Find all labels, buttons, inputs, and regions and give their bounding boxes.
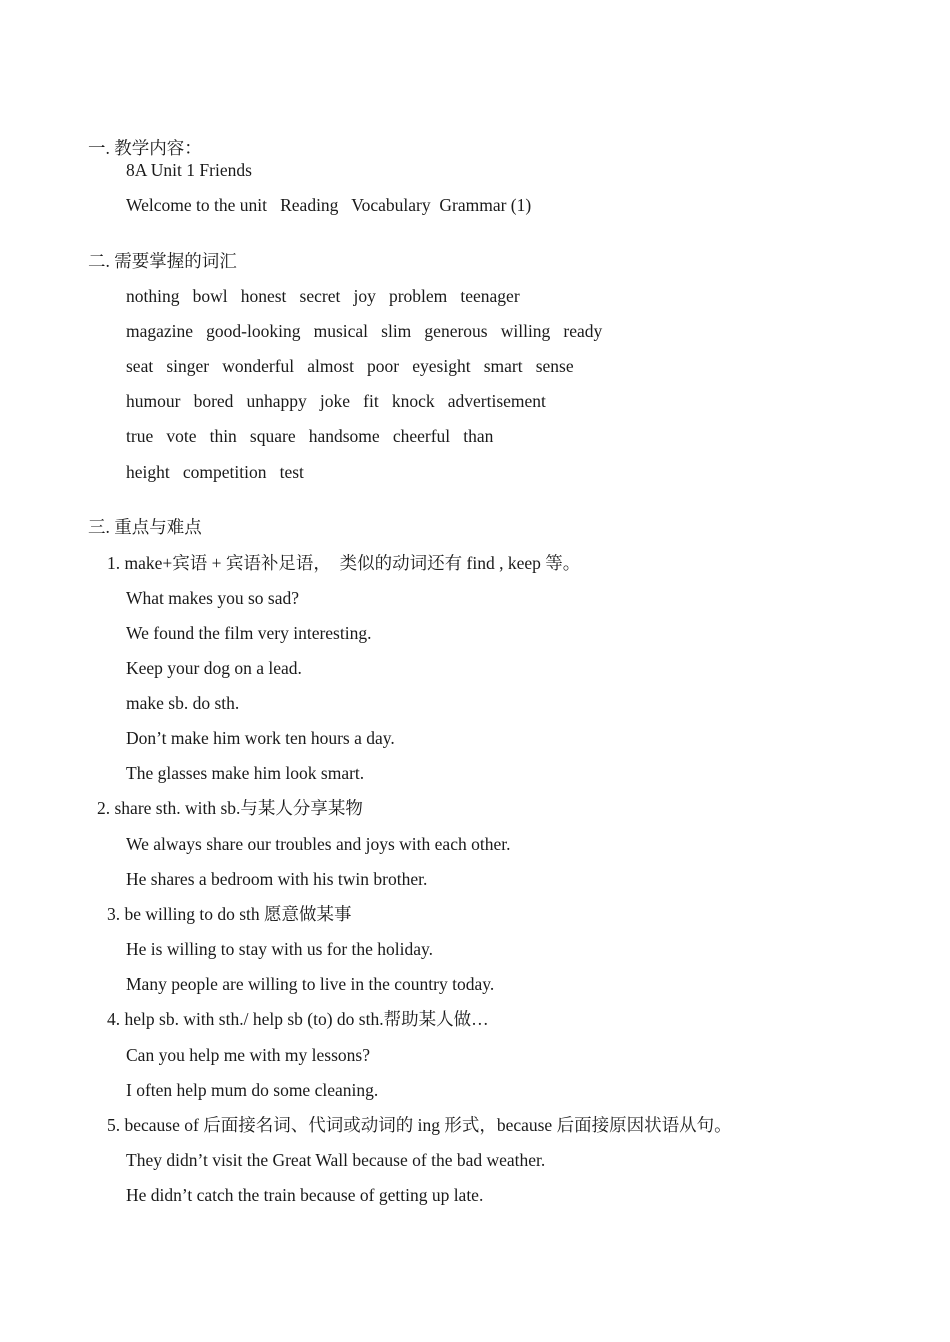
- vocab-row: humour bored unhappy joke fit knock advertisement: [126, 391, 546, 411]
- point-title: 1. make+宾语 + 宾语补足语， 类似的动词还有 find , keep 等。: [107, 553, 581, 573]
- unit-title: 8A Unit 1 Friends: [126, 160, 252, 180]
- example-sentence: What makes you so sad?: [126, 588, 300, 608]
- vocab-row: nothing bowl honest secret joy problem teenager: [126, 286, 520, 306]
- unit-lessons: Welcome to the unit Reading Vocabulary Grammar (1): [126, 195, 532, 215]
- section-2-heading: 二. 需要掌握的词汇: [88, 251, 237, 271]
- example-sentence: He shares a bedroom with his twin brother.: [126, 869, 428, 889]
- section-3-heading: 三. 重点与难点: [88, 517, 202, 537]
- example-sentence: We always share our troubles and joys with each other.: [126, 834, 511, 854]
- vocab-row: seat singer wonderful almost poor eyesight smart sense: [126, 356, 574, 376]
- section-1-heading: 一. 教学内容：: [88, 138, 202, 158]
- example-sentence: Keep your dog on a lead.: [126, 658, 302, 678]
- example-sentence: He didn’t catch the train because of getting up late.: [126, 1185, 484, 1205]
- point-title: 4. help sb. with sth./ help sb (to) do sth.帮助某人做…: [107, 1009, 489, 1029]
- vocab-row: true vote thin square handsome cheerful than: [126, 426, 494, 446]
- example-sentence: Can you help me with my lessons?: [126, 1045, 371, 1065]
- example-sentence: They didn’t visit the Great Wall because of the bad weather.: [126, 1150, 546, 1170]
- vocab-row: height competition test: [126, 462, 304, 482]
- point-title: 5. because of 后面接名词、代词或动词的 ing 形式，because 后面接原因状语从句。: [107, 1115, 732, 1135]
- vocab-row: magazine good-looking musical slim generous willing ready: [126, 321, 603, 341]
- example-sentence: He is willing to stay with us for the holiday.: [126, 939, 434, 959]
- point-title: 3. be willing to do sth 愿意做某事: [107, 904, 352, 924]
- example-sentence: make sb. do sth.: [126, 693, 240, 713]
- example-sentence: Many people are willing to live in the country today.: [126, 974, 495, 994]
- example-sentence: We found the film very interesting.: [126, 623, 372, 643]
- example-sentence: The glasses make him look smart.: [126, 763, 365, 783]
- point-title: 2. share sth. with sb.与某人分享某物: [97, 798, 363, 818]
- example-sentence: I often help mum do some cleaning.: [126, 1080, 379, 1100]
- example-sentence: Don’t make him work ten hours a day.: [126, 728, 395, 748]
